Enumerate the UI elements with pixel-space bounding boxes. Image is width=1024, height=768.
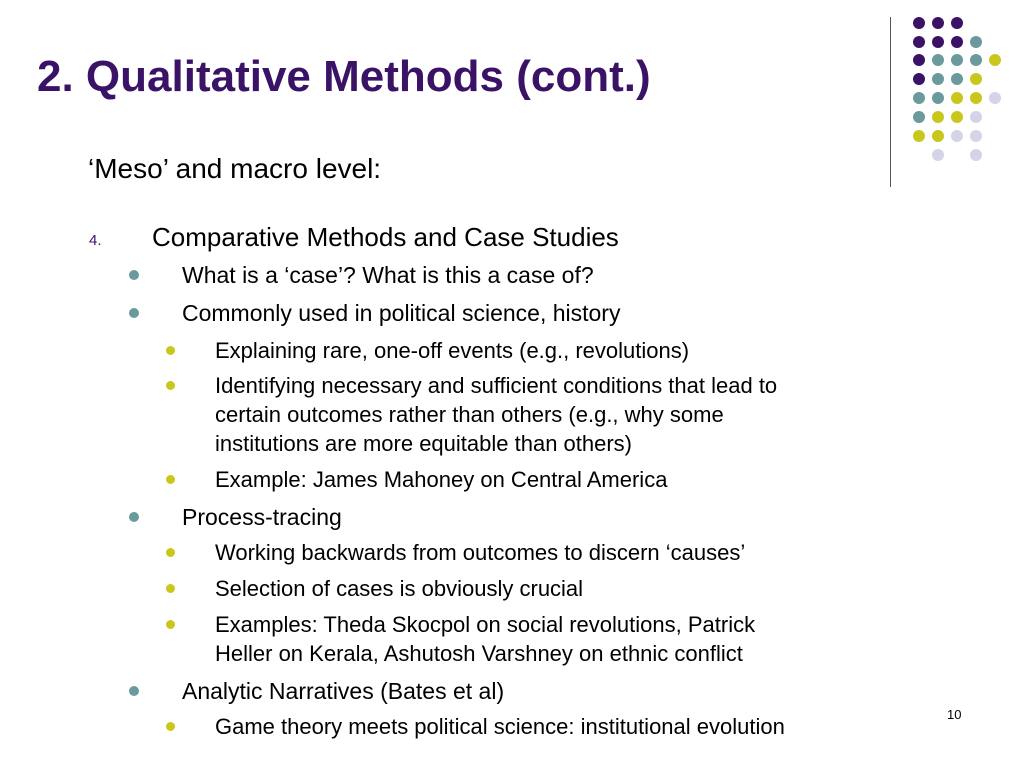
bullet-dot-icon xyxy=(166,548,175,557)
list-item: Game theory meets political science: institutional evolution xyxy=(215,714,785,739)
list-item: Example: James Mahoney on Central America xyxy=(215,467,668,492)
list-item-line: certain outcomes rather than others (e.g., why some xyxy=(215,402,724,427)
bullet-dot-icon xyxy=(166,620,175,629)
decor-dot xyxy=(970,73,982,85)
decor-dot xyxy=(913,92,925,104)
bullet-dot-icon xyxy=(166,584,175,593)
list-item: Commonly used in political science, history xyxy=(182,300,621,326)
list-item: Process-tracing xyxy=(182,504,342,530)
decor-dot xyxy=(970,111,982,123)
bullet-dot-icon xyxy=(166,722,175,731)
list-item: What is a ‘case’? What is this a case of? xyxy=(182,262,594,288)
bullet-dot-icon xyxy=(166,346,175,355)
decor-dot xyxy=(970,54,982,66)
decor-dot xyxy=(913,111,925,123)
decor-dot xyxy=(989,54,1001,66)
list-item-line: Heller on Kerala, Ashutosh Varshney on ethnic conflict xyxy=(215,641,743,666)
decor-dot xyxy=(932,130,944,142)
decor-dot xyxy=(913,17,925,29)
decor-dot xyxy=(951,92,963,104)
decor-dot xyxy=(932,73,944,85)
decor-dot xyxy=(951,17,963,29)
bullet-dot-icon xyxy=(129,270,139,280)
list-item: Explaining rare, one-off events (e.g., revolutions) xyxy=(215,338,690,363)
decor-dot xyxy=(970,149,982,161)
list-item-line: Identifying necessary and sufficient conditions that lead to xyxy=(215,373,778,398)
bullet-dot-icon xyxy=(129,308,139,318)
decorative-dot-grid xyxy=(0,0,1024,200)
decor-dot xyxy=(989,92,1001,104)
list-item: Analytic Narratives (Bates et al) xyxy=(182,678,505,704)
page-number: 10 xyxy=(947,707,962,722)
decor-dot xyxy=(951,36,963,48)
list-item: Working backwards from outcomes to discern ‘causes’ xyxy=(215,540,746,565)
decor-dot xyxy=(913,73,925,85)
bullet-dot-icon xyxy=(166,475,175,484)
slide-title: 2. Qualitative Methods (cont.) xyxy=(37,52,651,101)
list-item-line: institutions are more equitable than others) xyxy=(215,431,633,456)
main-item-text: Comparative Methods and Case Studies xyxy=(152,222,619,252)
list-item: Selection of cases is obviously crucial xyxy=(215,576,584,601)
decor-dot xyxy=(932,149,944,161)
decor-dot xyxy=(970,130,982,142)
decor-dot xyxy=(932,36,944,48)
decor-dot xyxy=(951,54,963,66)
decor-dot xyxy=(932,17,944,29)
divider-line xyxy=(890,17,891,187)
decor-dot xyxy=(913,36,925,48)
decor-dot xyxy=(970,92,982,104)
slide-subtitle: ‘Meso’ and macro level: xyxy=(88,153,382,184)
decor-dot xyxy=(932,111,944,123)
bullet-dot-icon xyxy=(129,686,139,696)
decor-dot xyxy=(951,73,963,85)
decor-dot xyxy=(913,130,925,142)
bullet-dot-icon xyxy=(166,381,175,390)
decor-dot xyxy=(932,54,944,66)
decor-dot xyxy=(932,92,944,104)
decor-dot xyxy=(913,54,925,66)
decor-dot xyxy=(951,111,963,123)
decor-dot xyxy=(951,130,963,142)
item-number: 4. xyxy=(89,232,102,249)
list-item-line: Examples: Theda Skocpol on social revolutions, Patrick xyxy=(215,612,756,637)
bullet-dot-icon xyxy=(129,512,139,522)
decor-dot xyxy=(970,36,982,48)
